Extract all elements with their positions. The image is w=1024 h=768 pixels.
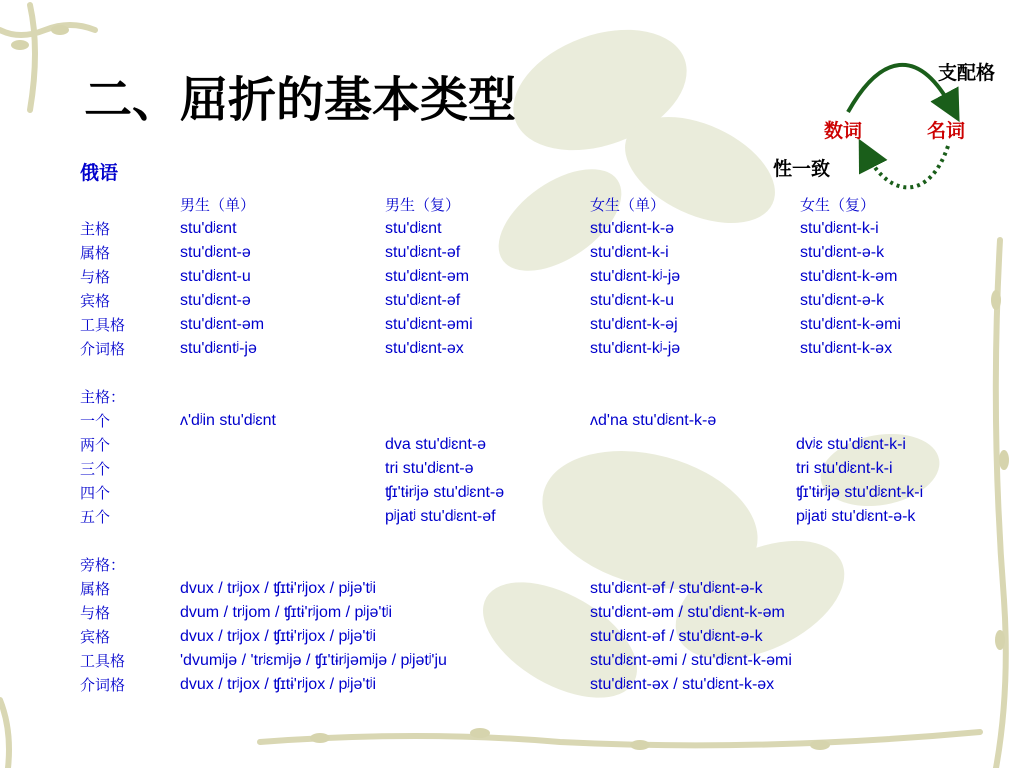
masc-sg-form: stu'dʲɛnt-əm bbox=[180, 316, 265, 333]
masc-phrase: ʌ'dʲin stu'dʲɛnt bbox=[180, 412, 276, 429]
header-masc-pl: 男生（复） bbox=[385, 196, 461, 214]
oblique-heading-row bbox=[80, 554, 980, 576]
fem-pl-form: stu'dʲɛnt-k-əx bbox=[800, 340, 893, 357]
governance-label: 支配格 bbox=[938, 62, 996, 84]
masc-sg-form: stu'dʲɛntʲ-jə bbox=[180, 340, 257, 357]
section-heading: 旁格： bbox=[80, 556, 126, 574]
noun-forms: stu'dʲɛnt-əx / stu'dʲɛnt-k-əx bbox=[590, 676, 775, 693]
noun-forms: stu'dʲɛnt-əmi / stu'dʲɛnt-k-əmi bbox=[590, 652, 792, 669]
header-fem-pl: 女生（复） bbox=[800, 196, 876, 214]
fem-sg-form: stu'dʲɛnt-kʲ-jə bbox=[590, 340, 681, 357]
slide-title: 二、屈折的基本类型 bbox=[84, 72, 517, 128]
table-row bbox=[80, 242, 980, 264]
numeral-label: 一个 bbox=[80, 412, 111, 430]
agreement-government-diagram bbox=[760, 50, 1024, 200]
case-label: 工具格 bbox=[80, 652, 126, 670]
list-item bbox=[80, 650, 980, 672]
case-label: 工具格 bbox=[80, 316, 126, 334]
masc-phrase: pʲjatʲ stu'dʲɛnt-əf bbox=[385, 508, 496, 525]
masc-pl-form: stu'dʲɛnt-əf bbox=[385, 292, 461, 309]
case-label: 介词格 bbox=[80, 340, 126, 358]
fem-phrase: ʌd'na stu'dʲɛnt-k-ə bbox=[590, 412, 717, 429]
fem-phrase: tri stu'dʲɛnt-k-i bbox=[796, 460, 893, 477]
list-item bbox=[80, 434, 980, 456]
fem-pl-form: stu'dʲɛnt-k-i bbox=[800, 220, 879, 237]
masc-phrase: dva stu'dʲɛnt-ə bbox=[385, 436, 486, 453]
fem-phrase: pʲjatʲ stu'dʲɛnt-ə-k bbox=[796, 508, 916, 525]
noun-forms: stu'dʲɛnt-əf / stu'dʲɛnt-ə-k bbox=[590, 628, 763, 645]
case-label: 宾格 bbox=[80, 292, 111, 310]
masc-sg-form: stu'dʲɛnt bbox=[180, 220, 237, 237]
agreement-label: 性一致 bbox=[773, 158, 831, 180]
case-label: 主格 bbox=[80, 220, 111, 238]
masc-pl-form: stu'dʲɛnt-əf bbox=[385, 244, 461, 261]
agreement-arrow bbox=[866, 146, 948, 187]
list-item bbox=[80, 506, 980, 528]
header-fem-sg: 女生（单） bbox=[590, 196, 666, 214]
case-label: 属格 bbox=[80, 580, 111, 598]
noun-forms: stu'dʲɛnt-əm / stu'dʲɛnt-k-əm bbox=[590, 604, 785, 621]
table-header-row bbox=[80, 194, 980, 216]
masc-pl-form: stu'dʲɛnt-əmi bbox=[385, 316, 473, 333]
case-label: 与格 bbox=[80, 604, 111, 622]
numeral-label: 四个 bbox=[80, 484, 111, 502]
fem-phrase: dvʲɛ stu'dʲɛnt-k-i bbox=[796, 436, 906, 453]
fem-sg-form: stu'dʲɛnt-k-əj bbox=[590, 316, 678, 333]
table-row bbox=[80, 290, 980, 312]
masc-pl-form: stu'dʲɛnt-əm bbox=[385, 268, 470, 285]
fem-pl-form: stu'dʲɛnt-ə-k bbox=[800, 292, 885, 309]
table-row bbox=[80, 218, 980, 240]
fem-sg-form: stu'dʲɛnt-k-u bbox=[590, 292, 675, 309]
masc-sg-form: stu'dʲɛnt-u bbox=[180, 268, 251, 285]
table-row bbox=[80, 266, 980, 288]
language-label: 俄语 bbox=[80, 162, 119, 184]
numeral-label: 两个 bbox=[80, 436, 111, 454]
list-item bbox=[80, 482, 980, 504]
fem-phrase: ʧɪ'tɨrʲjə stu'dʲɛnt-k-i bbox=[796, 484, 924, 501]
masc-pl-form: stu'dʲɛnt-əx bbox=[385, 340, 464, 357]
masc-pl-form: stu'dʲɛnt bbox=[385, 220, 442, 237]
section-heading: 主格： bbox=[80, 388, 126, 406]
numeral-forms: dvum / trʲjom / ʧɪtɨ'rʲjom / pʲjə'tʲi bbox=[180, 604, 393, 621]
masc-sg-form: stu'dʲɛnt-ə bbox=[180, 244, 251, 261]
list-item bbox=[80, 458, 980, 480]
numeral-label: 数词 bbox=[824, 120, 863, 142]
masc-phrase: tri stu'dʲɛnt-ə bbox=[385, 460, 474, 477]
table-row bbox=[80, 338, 980, 360]
numeral-label: 五个 bbox=[80, 508, 111, 526]
fem-pl-form: stu'dʲɛnt-ə-k bbox=[800, 244, 885, 261]
nominative-heading-row bbox=[80, 386, 980, 408]
fem-sg-form: stu'dʲɛnt-k-i bbox=[590, 244, 669, 261]
fem-sg-form: stu'dʲɛnt-kʲ-jə bbox=[590, 268, 681, 285]
list-item bbox=[80, 626, 980, 648]
header-masc-sg: 男生（单） bbox=[180, 196, 256, 214]
case-label: 属格 bbox=[80, 244, 111, 262]
numeral-forms: dvux / trʲjox / ʧɪtɨ'rʲjox / pʲjə'tʲi bbox=[180, 628, 377, 645]
noun-forms: stu'dʲɛnt-əf / stu'dʲɛnt-ə-k bbox=[590, 580, 763, 597]
numeral-forms: dvux / trʲjox / ʧɪtɨ'rʲjox / pʲjə'tʲi bbox=[180, 580, 377, 597]
case-label: 与格 bbox=[80, 268, 111, 286]
fem-pl-form: stu'dʲɛnt-k-əm bbox=[800, 268, 898, 285]
numeral-forms: dvux / trʲjox / ʧɪtɨ'rʲjox / pʲjə'tʲi bbox=[180, 676, 377, 693]
list-item bbox=[80, 602, 980, 624]
governance-arrow bbox=[848, 65, 952, 112]
list-item bbox=[80, 410, 980, 432]
numeral-forms: 'dvumʲjə / 'trʲɛmʲjə / ʧɪ'tɨrʲjəmʲjə / pʲjətʲ'ju bbox=[180, 652, 447, 669]
list-item bbox=[80, 674, 980, 696]
fem-sg-form: stu'dʲɛnt-k-ə bbox=[590, 220, 675, 237]
list-item bbox=[80, 578, 980, 600]
fem-pl-form: stu'dʲɛnt-k-əmi bbox=[800, 316, 901, 333]
noun-label: 名词 bbox=[927, 120, 966, 142]
case-label: 介词格 bbox=[80, 676, 126, 694]
masc-phrase: ʧɪ'tɨrʲjə stu'dʲɛnt-ə bbox=[385, 484, 505, 501]
numeral-label: 三个 bbox=[80, 460, 111, 478]
case-label: 宾格 bbox=[80, 628, 111, 646]
table-row bbox=[80, 314, 980, 336]
masc-sg-form: stu'dʲɛnt-ə bbox=[180, 292, 251, 309]
